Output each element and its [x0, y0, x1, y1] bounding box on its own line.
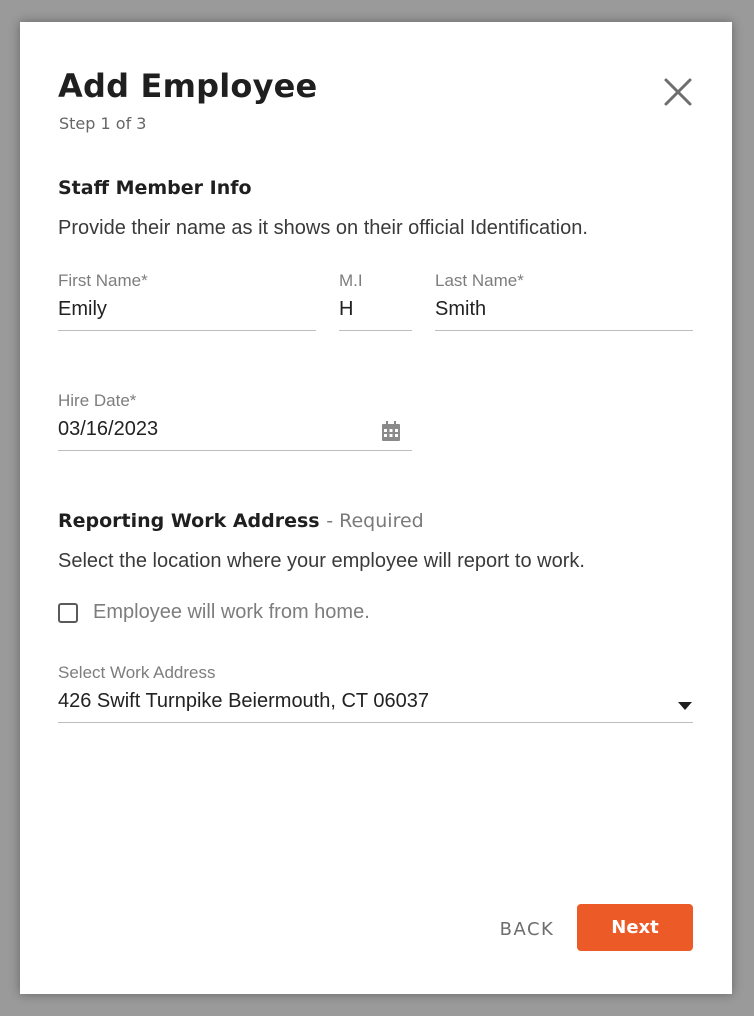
last-name-label: Last Name* [435, 271, 524, 290]
first-name-field[interactable] [58, 292, 316, 331]
middle-initial-value: H [339, 298, 354, 320]
work-address-heading [58, 510, 424, 532]
work-from-home-label[interactable]: Employee will work from home. [93, 601, 370, 623]
first-name-label: First Name* [58, 271, 148, 290]
staff-info-heading: Staff Member Info [58, 177, 252, 199]
hire-date-field[interactable] [58, 412, 412, 451]
last-name-field[interactable] [435, 292, 693, 331]
middle-initial-label: M.I [339, 271, 363, 290]
hire-date-label: Hire Date* [58, 391, 137, 410]
close-icon[interactable] [660, 74, 696, 110]
hire-date-value: 03/16/2023 [58, 418, 159, 440]
back-button[interactable]: BACK [499, 919, 555, 940]
work-address-select-value: 426 Swift Turnpike Beiermouth, CT 06037 [58, 690, 429, 712]
first-name-value: Emily [58, 298, 107, 320]
work-address-heading-text: Reporting Work Address [58, 510, 320, 532]
work-address-select[interactable] [58, 684, 693, 723]
last-name-value: Smith [435, 298, 487, 320]
caret-down-icon [677, 698, 693, 708]
work-from-home-checkbox[interactable] [58, 603, 78, 623]
work-address-select-label: Select Work Address [58, 663, 216, 682]
middle-initial-field[interactable] [339, 292, 412, 331]
step-indicator: Step 1 of 3 [59, 114, 147, 133]
add-employee-dialog [20, 22, 732, 994]
staff-info-description: Provide their name as it shows on their official Identification. [58, 217, 588, 239]
calendar-icon[interactable] [382, 421, 400, 441]
required-note: - Required [326, 510, 424, 532]
next-button[interactable]: Next [577, 904, 693, 951]
dialog-title: Add Employee [58, 67, 318, 105]
work-address-description: Select the location where your employee will report to work. [58, 550, 585, 572]
